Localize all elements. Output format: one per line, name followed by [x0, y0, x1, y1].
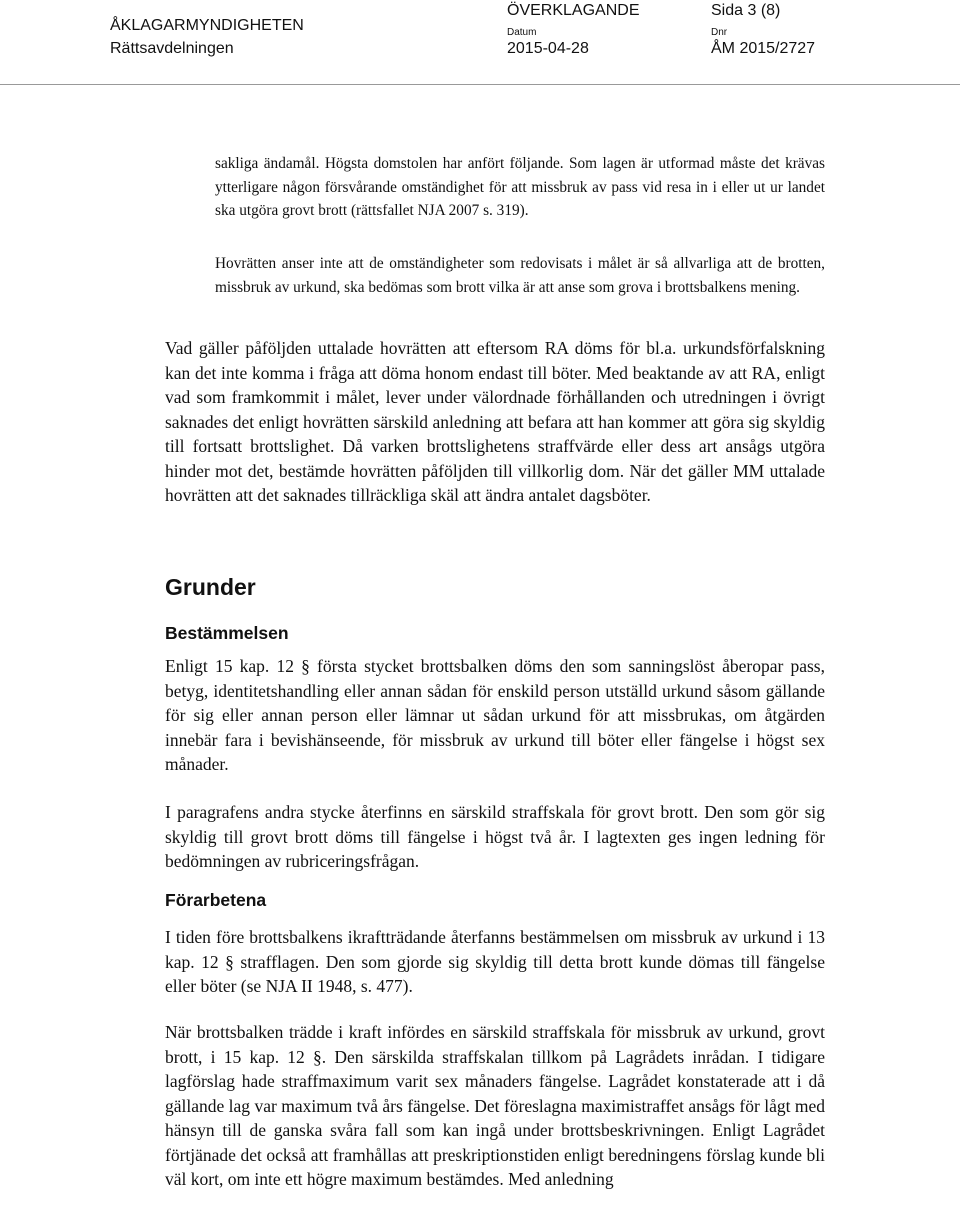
document-type: ÖVERKLAGANDE: [507, 2, 640, 19]
paragraph-penalty: Vad gäller påföljden uttalade hovrätten att eftersom RA döms för bl.a. urkundsförfalskning kan det inte komma i fråga att döma honom endast till böter. Med beaktande av att RA, enligt vad som framkommit i målet, lever under välordnade förhållanden och utredningen i övrigt saknades det enligt hovrätten särskild anledning att befara att han kommer att göra sig skyldig till fortsatt brottslighet. Då varken brottslighetens straffvärde eller dess art ansågs utgöra hinder mot det, bestämde hovrätten påföljden till villkorlig dom. När det gäller MM uttalade hovrätten att det saknades tillräckliga skäl att ändra antalet dagsböter.: [165, 338, 825, 505]
subsection-heading-bestammelsen: Bestämmelsen: [165, 623, 289, 643]
header-divider: [0, 84, 960, 85]
paragraph-lagradet: När brottsbalken trädde i kraft infördes en särskild straffskala för missbruk av urkund, grovt brott, i 15 kap. 12 §. Den särskilda straffskalan tillkom på Lagrådets inrådan. I tidigare lagförslag hade straffmaximum varit sex månaders fängelse. Lagrådet konstaterade att i då gällande lag var maximum två års fängelse. Det föreslagna maximistraffet ansågs för lågt med hänsyn till de ganska svåra fall som kan ingå under brottsbeskrivningen. Enligt Lagrådet förtjänade det också att framhållas att preskriptionstiden enligt beredningens förslag kunde bli väl kort, om inte ett högre maximum bestämdes. Med anledning: [165, 1022, 825, 1189]
department-name: Rättsavdelningen: [110, 40, 234, 57]
section-heading-grunder: Grunder: [165, 574, 256, 600]
subsection-heading-forarbetena: Förarbetena: [165, 890, 267, 910]
reg-number-label: Dnr: [711, 27, 728, 38]
paragraph-second-section: I paragrafens andra stycke återfinns en särskild straffskala för grovt brott. Den som gör sig skyldig till grovt brott döms till fängelse i högst två år. I lagtexten ges ingen ledning för bedömningen av rubriceringsfrågan.: [165, 802, 825, 871]
reg-number-value: ÅM 2015/2727: [711, 40, 816, 57]
paragraph-history: I tiden före brottsbalkens ikraftträdande återfanns bestämmelsen om missbruk av urkund i 13 kap. 12 § strafflagen. Den som gjorde sig skyldig till detta brott kunde dömas till fängelse eller böter (se NJA II 1948, s. 477).: [165, 927, 825, 996]
quoted-paragraph-1: sakliga ändamål. Högsta domstolen har anfört följande. Som lagen är utformad måste det krävas ytterligare någon försvårande omständighet för att missbruk av pass vid resa in i eller ut ur landet ska utgöra grovt brott (rättsfallet NJA 2007 s. 319).: [215, 155, 825, 220]
quoted-paragraph-2: Hovrätten anser inte att de omständigheter som redovisats i målet är så allvarliga att de brotten, missbruk av urkund, ska bedömas som brott vilka är att anse som grova i brottsbalkens mening.: [215, 255, 825, 296]
date-value: 2015-04-28: [507, 40, 589, 57]
authority-name: ÅKLAGARMYNDIGHETEN: [110, 17, 304, 34]
page-number: Sida 3 (8): [711, 2, 781, 19]
paragraph-statute: Enligt 15 kap. 12 § första stycket brottsbalken döms den som sanningslöst åberopar pass, betyg, identitetshandling eller annan sådan för enskild person utställd urkund såsom gällande för sig eller annan person eller lämnar ut sådan urkund för att missbrukas, om åtgärden innebär fara i bevishänseende, för missbruk av urkund till böter eller fängelse i högst sex månader.: [165, 656, 825, 774]
date-label: Datum: [507, 27, 537, 38]
